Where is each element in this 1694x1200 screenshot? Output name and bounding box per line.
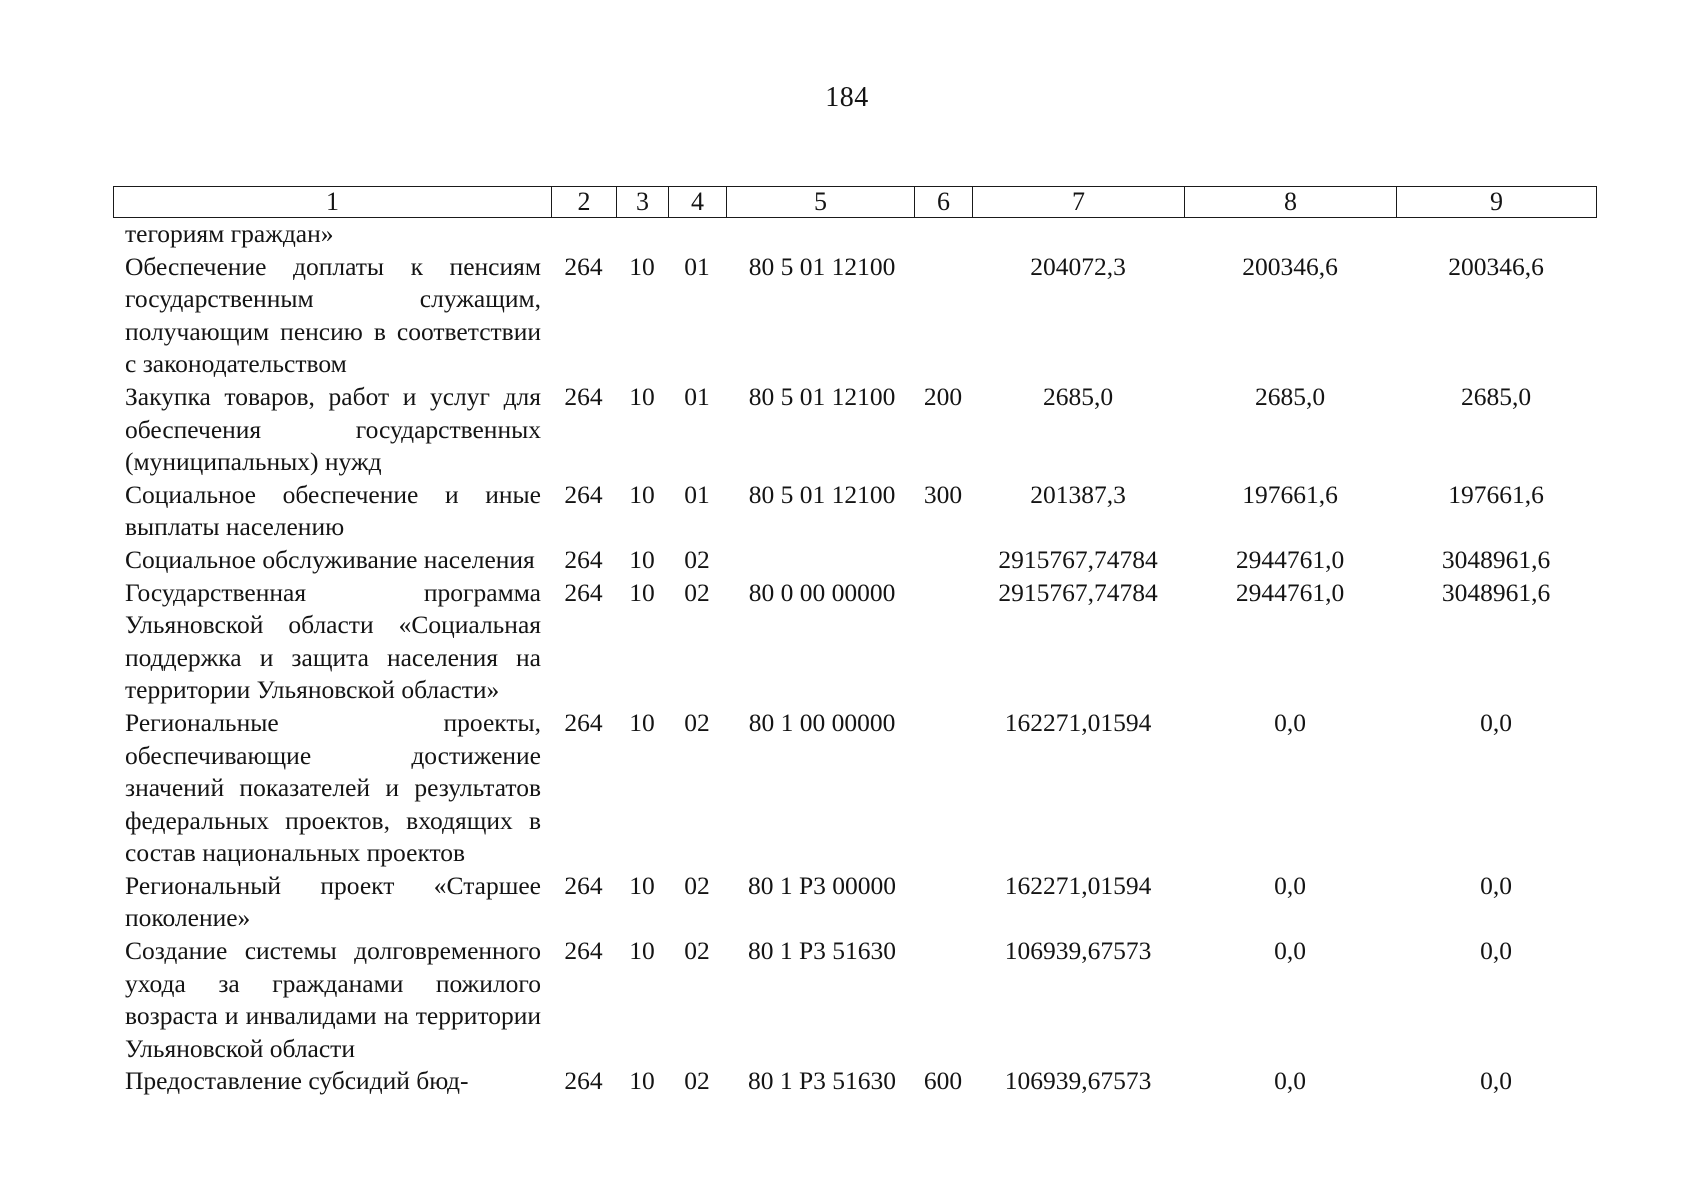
row-amount-year3-cell: 200346,6 bbox=[1448, 251, 1544, 281]
row-amount-year2-cell: 2685,0 bbox=[1254, 381, 1326, 411]
row-name-cell: Региональные проекты, обеспечивающие достижение значений показателей и результатов федеральных проектов, входящих в состав национальных проектов bbox=[125, 707, 541, 868]
row-section-cell: 10 bbox=[629, 870, 655, 900]
row-expense-type-cell bbox=[914, 218, 972, 251]
row-name-cell: Социальное обслуживание населения bbox=[125, 544, 535, 574]
row-amount-year3-cell: 3048961,6 bbox=[1441, 577, 1551, 607]
table-row bbox=[113, 218, 1596, 251]
row-amount-year3-cell: 0,0 bbox=[1480, 936, 1512, 966]
column-header-2: 2 bbox=[552, 187, 617, 218]
row-name-cell: Создание системы долговременного ухода за гражданами пожилого возраста и инвалидами на территории Ульяновской области bbox=[125, 936, 541, 1063]
row-amount-year1-cell bbox=[972, 218, 1184, 251]
table-row bbox=[113, 707, 1596, 870]
row-amount-year1-cell: 162271,01594 bbox=[1004, 870, 1152, 900]
row-target-article-cell: 80 0 00 00000 bbox=[748, 577, 896, 607]
column-header-3: 3 bbox=[617, 187, 669, 218]
table-row bbox=[113, 577, 1596, 707]
row-expense-type-cell bbox=[914, 577, 972, 707]
row-expense-type-cell: 600 bbox=[923, 1066, 963, 1096]
row-section-cell: 10 bbox=[629, 251, 655, 281]
row-code-cell: 264 bbox=[564, 936, 603, 966]
row-amount-year1-cell: 204072,3 bbox=[1030, 251, 1126, 281]
row-section-cell: 10 bbox=[629, 1066, 655, 1096]
row-subsection-cell: 01 bbox=[684, 479, 710, 509]
table-row bbox=[113, 479, 1596, 544]
row-subsection-cell: 02 bbox=[684, 707, 710, 737]
row-amount-year3-cell: 0,0 bbox=[1480, 870, 1512, 900]
table-row bbox=[113, 381, 1596, 479]
row-target-article-cell: 80 5 01 12100 bbox=[748, 381, 896, 411]
row-subsection-cell bbox=[668, 218, 726, 251]
row-expense-type-cell bbox=[914, 544, 972, 577]
table-row bbox=[113, 251, 1596, 381]
row-code-cell bbox=[551, 218, 616, 251]
row-target-article-cell bbox=[726, 218, 914, 251]
row-target-article-cell bbox=[726, 544, 914, 577]
row-section-cell: 10 bbox=[629, 577, 655, 607]
row-amount-year3-cell: 3048961,6 bbox=[1441, 544, 1551, 574]
row-code-cell: 264 bbox=[564, 381, 603, 411]
row-target-article-cell: 80 1 P3 51630 bbox=[747, 1066, 897, 1096]
row-name-cell: тегориям граждан» bbox=[125, 219, 334, 248]
row-code-cell: 264 bbox=[564, 251, 603, 281]
row-section-cell: 10 bbox=[629, 479, 655, 509]
row-expense-type-cell bbox=[914, 935, 972, 1065]
row-name-cell: Обеспечение доплаты к пенсиям государственным служащим, получающим пенсию в соответствии с законодательством bbox=[125, 251, 541, 379]
row-amount-year3-cell: 0,0 bbox=[1480, 1066, 1512, 1096]
row-section-cell: 10 bbox=[629, 544, 655, 574]
row-amount-year1-cell: 2685,0 bbox=[1042, 381, 1114, 411]
row-name-cell: Закупка товаров, работ и услуг для обеспечения государственных (муниципальных) нужд bbox=[125, 381, 541, 477]
row-amount-year2-cell: 0,0 bbox=[1274, 936, 1306, 966]
row-target-article-cell: 80 1 00 00000 bbox=[748, 707, 896, 737]
row-amount-year3-cell: 0,0 bbox=[1480, 707, 1512, 737]
row-amount-year1-cell: 106939,67573 bbox=[1004, 936, 1152, 966]
column-header-5: 5 bbox=[727, 187, 915, 218]
column-header-6: 6 bbox=[915, 187, 973, 218]
table-row bbox=[113, 1065, 1596, 1098]
table-row bbox=[113, 870, 1596, 935]
row-amount-year3-cell: 197661,6 bbox=[1448, 479, 1544, 509]
row-target-article-cell: 80 5 01 12100 bbox=[748, 251, 896, 281]
row-code-cell: 264 bbox=[564, 707, 603, 737]
row-amount-year2-cell: 200346,6 bbox=[1242, 251, 1338, 281]
row-amount-year2-cell: 197661,6 bbox=[1242, 479, 1338, 509]
row-subsection-cell: 02 bbox=[684, 936, 710, 966]
column-header-4: 4 bbox=[669, 187, 727, 218]
table-row bbox=[113, 935, 1596, 1065]
row-code-cell: 264 bbox=[564, 1066, 603, 1096]
row-expense-type-cell bbox=[914, 870, 972, 935]
row-target-article-cell: 80 1 P3 00000 bbox=[747, 870, 897, 900]
row-amount-year2-cell: 2944761,0 bbox=[1235, 544, 1345, 574]
row-name-cell: Государственная программа Ульяновской области «Социальная поддержка и защита населения на территории Ульяновской области» bbox=[125, 577, 541, 705]
budget-table bbox=[113, 218, 1596, 1098]
row-amount-year3-cell bbox=[1396, 218, 1596, 251]
column-header-8: 8 bbox=[1185, 187, 1397, 218]
row-target-article-cell: 80 5 01 12100 bbox=[748, 479, 896, 509]
row-amount-year2-cell: 0,0 bbox=[1274, 870, 1306, 900]
row-amount-year2-cell: 0,0 bbox=[1274, 707, 1306, 737]
row-code-cell: 264 bbox=[564, 544, 603, 574]
row-subsection-cell: 02 bbox=[684, 1066, 710, 1096]
table-row bbox=[113, 544, 1596, 577]
row-subsection-cell: 02 bbox=[684, 577, 710, 607]
row-amount-year1-cell: 106939,67573 bbox=[1004, 1066, 1152, 1096]
row-amount-year1-cell: 2915767,74784 bbox=[998, 577, 1158, 607]
row-section-cell bbox=[616, 218, 668, 251]
row-subsection-cell: 01 bbox=[684, 381, 710, 411]
page-number: 184 bbox=[825, 82, 869, 113]
column-header-row bbox=[113, 186, 1597, 218]
row-amount-year1-cell: 162271,01594 bbox=[1004, 707, 1152, 737]
row-subsection-cell: 02 bbox=[684, 870, 710, 900]
row-name-cell: Предоставление субсидий бюд- bbox=[125, 1066, 469, 1096]
row-expense-type-cell bbox=[914, 707, 972, 870]
row-name-cell: Региональный проект «Старшее поколение» bbox=[125, 870, 541, 933]
row-expense-type-cell bbox=[914, 251, 972, 381]
row-target-article-cell: 80 1 P3 51630 bbox=[747, 936, 897, 966]
row-code-cell: 264 bbox=[564, 577, 603, 607]
row-code-cell: 264 bbox=[564, 479, 603, 509]
row-section-cell: 10 bbox=[629, 936, 655, 966]
column-header-1: 1 bbox=[114, 187, 552, 218]
row-amount-year2-cell: 2944761,0 bbox=[1235, 577, 1345, 607]
column-header-9: 9 bbox=[1397, 187, 1597, 218]
row-section-cell: 10 bbox=[629, 707, 655, 737]
row-amount-year1-cell: 201387,3 bbox=[1030, 479, 1126, 509]
row-code-cell: 264 bbox=[564, 870, 603, 900]
row-subsection-cell: 02 bbox=[684, 544, 710, 574]
row-section-cell: 10 bbox=[629, 381, 655, 411]
row-expense-type-cell: 200 bbox=[923, 381, 963, 411]
table-body bbox=[113, 218, 1596, 1098]
row-amount-year1-cell: 2915767,74784 bbox=[998, 544, 1158, 574]
row-subsection-cell: 01 bbox=[684, 251, 710, 281]
row-expense-type-cell: 300 bbox=[923, 479, 963, 509]
row-amount-year3-cell: 2685,0 bbox=[1460, 381, 1532, 411]
row-amount-year2-cell bbox=[1184, 218, 1396, 251]
column-header-7: 7 bbox=[973, 187, 1185, 218]
row-amount-year2-cell: 0,0 bbox=[1274, 1066, 1306, 1096]
row-name-cell: Социальное обеспечение и иные выплаты населению bbox=[125, 479, 541, 542]
